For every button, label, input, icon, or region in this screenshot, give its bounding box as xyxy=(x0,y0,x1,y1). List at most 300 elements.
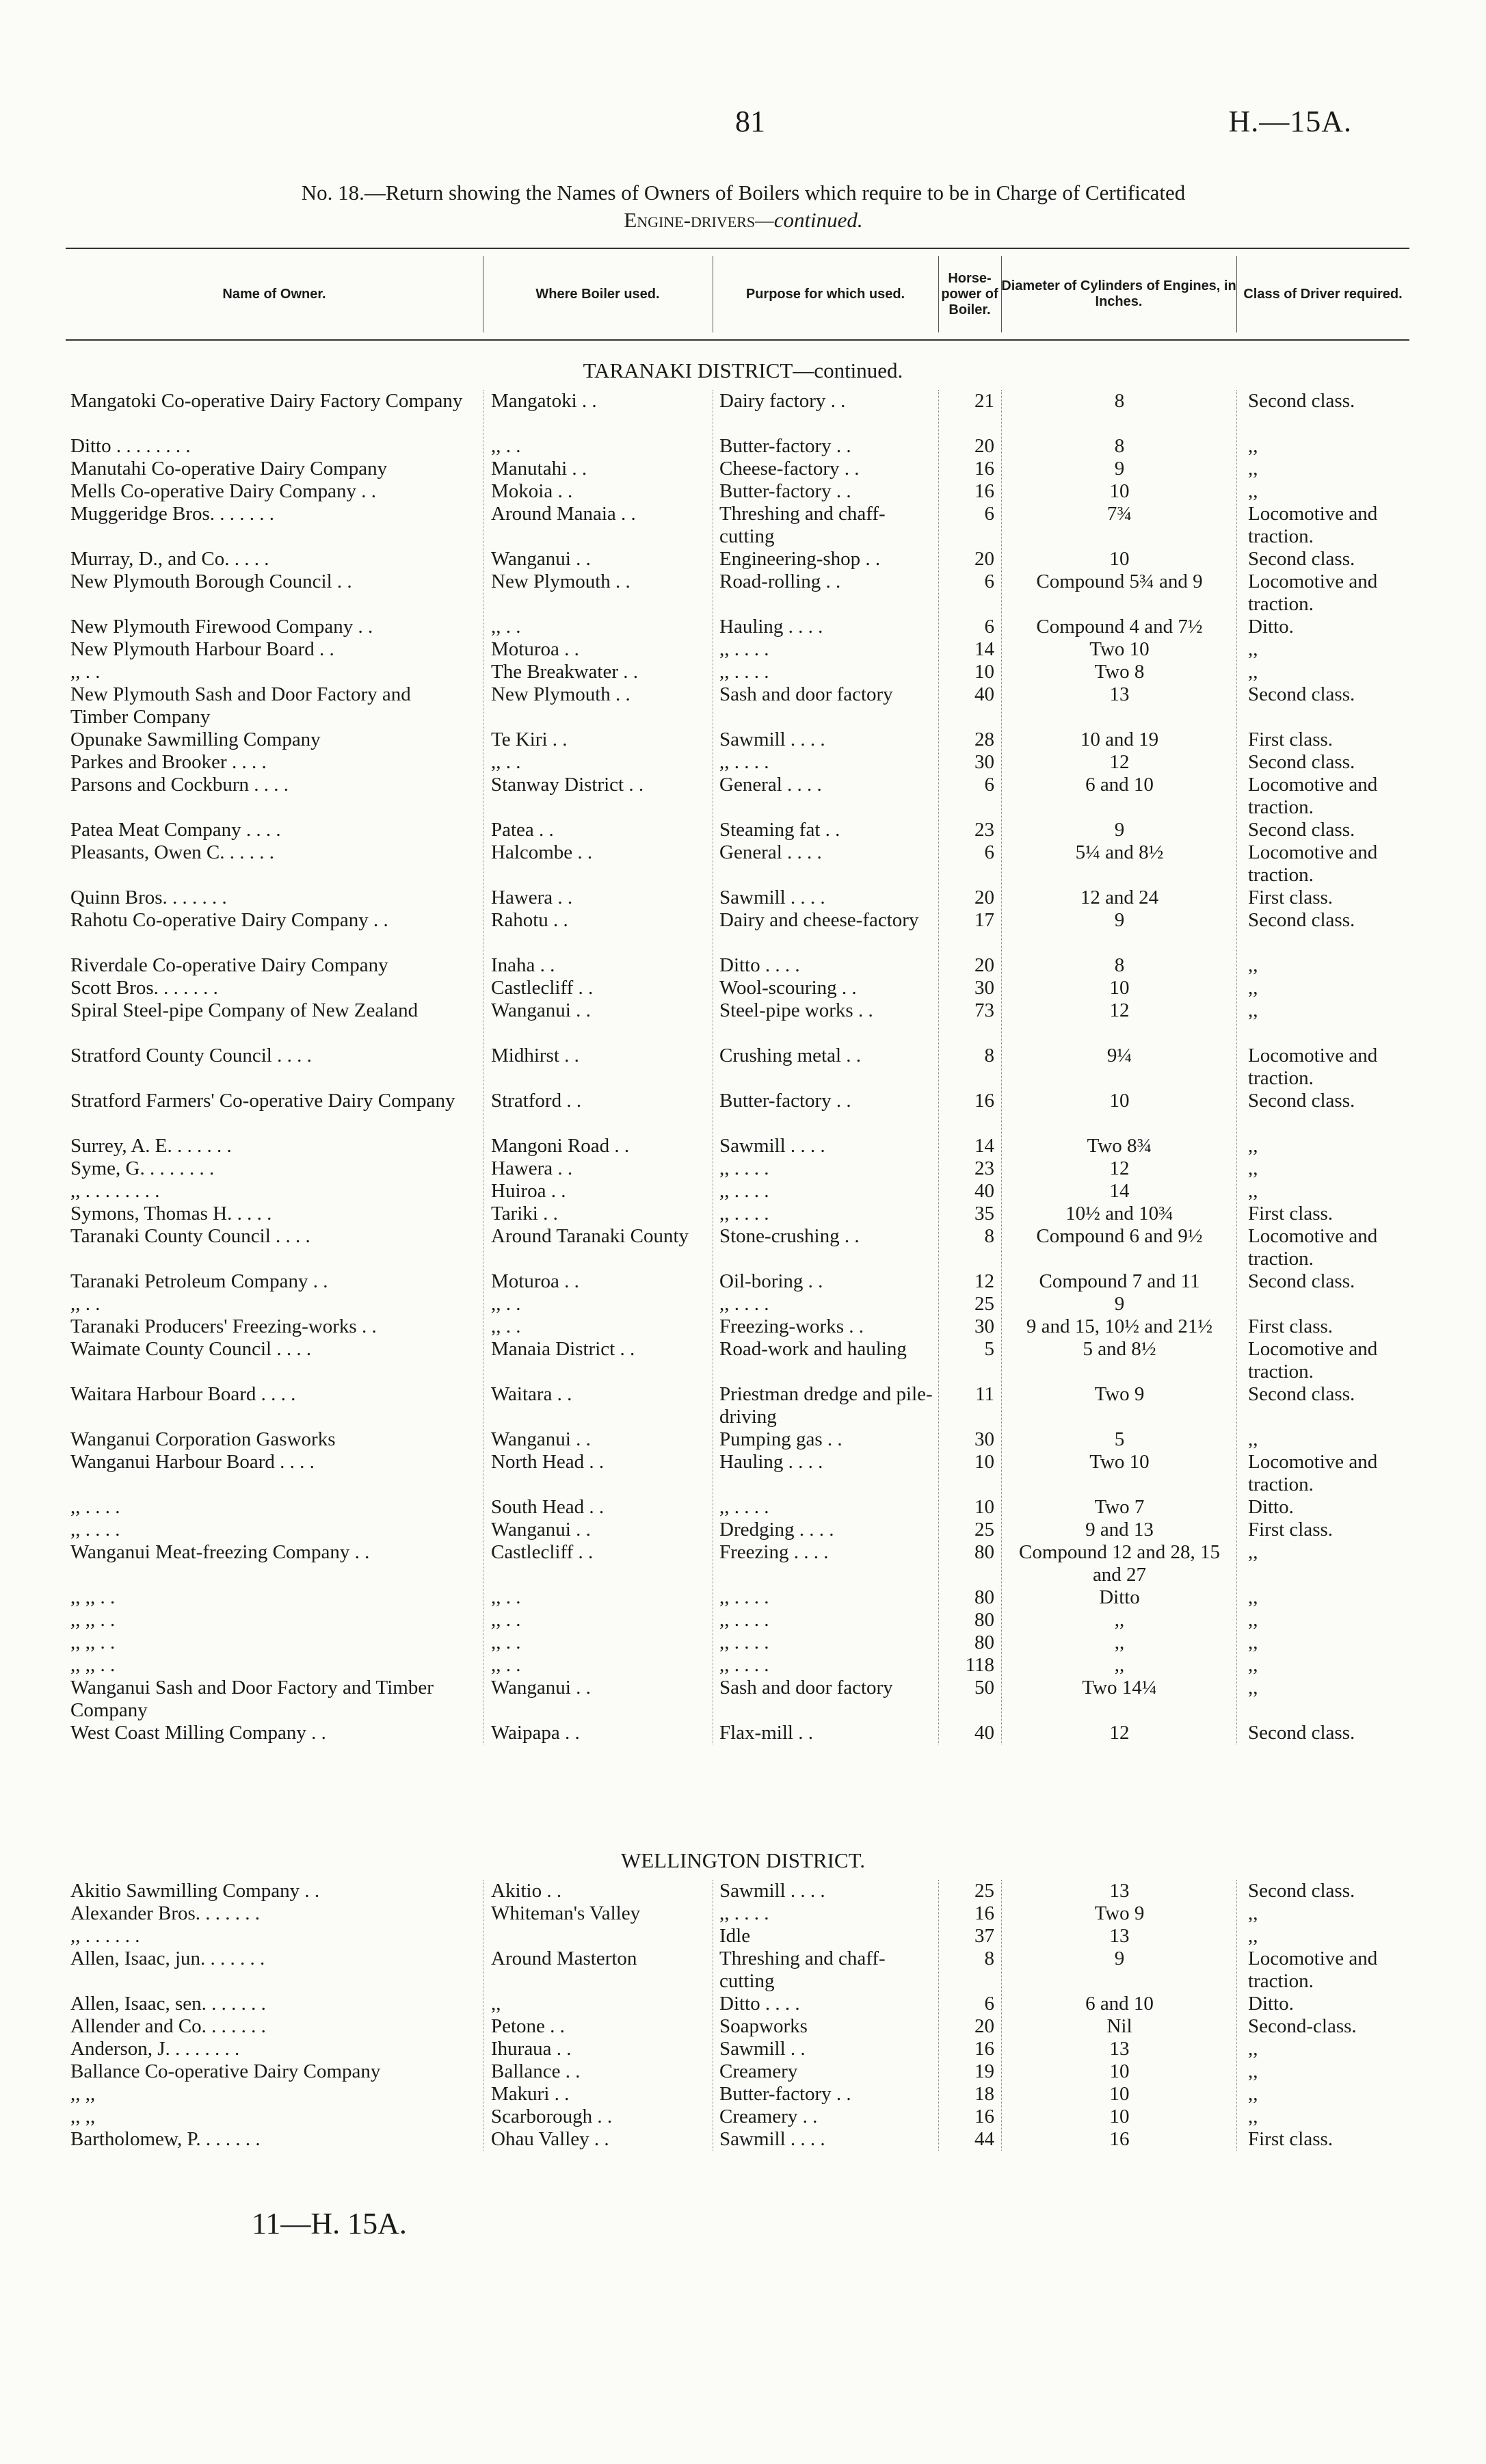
table-row xyxy=(0,2060,1486,2083)
cylinders-cell: 13 xyxy=(1109,2038,1130,2060)
class-cell: ,, xyxy=(1248,1541,1258,1563)
purpose-cell: Ditto . . . . xyxy=(719,954,800,976)
owner-cell: Taranaki County Council . . . . xyxy=(70,1225,310,1247)
class-cell: Second-class. xyxy=(1248,2015,1357,2037)
table-row xyxy=(0,819,1486,841)
horsepower-cell: 23 xyxy=(974,819,994,841)
column-divider xyxy=(938,1880,939,2151)
table-row xyxy=(0,1586,1486,1609)
table-row xyxy=(0,1045,1486,1090)
where-cell: Castlecliff . . xyxy=(491,1541,594,1563)
cylinders-cell: 9 xyxy=(1114,458,1125,480)
class-cell: Ditto. xyxy=(1248,1993,1294,2015)
horsepower-cell: 6 xyxy=(984,616,994,638)
table-row xyxy=(0,1315,1486,1338)
purpose-cell: Sawmill . . . . xyxy=(719,887,825,908)
table-row xyxy=(0,1383,1486,1428)
class-cell: Second class. xyxy=(1248,1090,1355,1112)
cylinders-cell: Compound 12 and 28, 15 and 27 xyxy=(1018,1541,1221,1586)
cylinders-cell: 6 and 10 xyxy=(1085,1993,1154,2015)
where-cell: Tariki . . xyxy=(491,1203,558,1224)
cylinders-cell: 6 and 10 xyxy=(1085,774,1154,796)
horsepower-cell: 20 xyxy=(974,887,994,908)
cylinders-cell: 9¼ xyxy=(1106,1045,1132,1066)
owner-cell: Mells Co-operative Dairy Company . . xyxy=(70,480,376,502)
horsepower-cell: 37 xyxy=(974,1925,994,1947)
table-row xyxy=(0,999,1486,1045)
cylinders-cell: 10 xyxy=(1109,1090,1130,1112)
cylinders-cell: 8 xyxy=(1114,954,1125,976)
table-row xyxy=(0,1496,1486,1519)
owner-cell: Taranaki Petroleum Company . . xyxy=(70,1270,328,1292)
where-cell: ,, xyxy=(491,1993,501,2015)
header-where: Where Boiler used. xyxy=(535,286,660,302)
where-cell: New Plymouth . . xyxy=(491,571,631,592)
column-divider xyxy=(1001,1880,1002,2151)
owner-cell: Wanganui Sash and Door Factory and Timber Company xyxy=(70,1677,434,1721)
horsepower-cell: 80 xyxy=(974,1541,994,1563)
horsepower-cell: 80 xyxy=(974,1609,994,1631)
owner-cell: Wanganui Meat-freezing Company . . xyxy=(70,1541,370,1563)
owner-cell: Waimate County Council . . . . xyxy=(70,1338,312,1360)
class-cell: ,, xyxy=(1248,1654,1258,1676)
purpose-cell: Butter-factory . . xyxy=(719,2083,851,2105)
cylinders-cell: Two 9 xyxy=(1094,1902,1145,1924)
cylinders-cell: 12 xyxy=(1109,1157,1130,1179)
page-number: 81 xyxy=(735,105,765,138)
where-cell: Wanganui . . xyxy=(491,999,591,1021)
owner-cell: New Plymouth Harbour Board . . xyxy=(70,638,334,660)
purpose-cell: Priestman dredge and pile-driving xyxy=(719,1383,933,1428)
owner-cell: Murray, D., and Co. . . . . xyxy=(70,548,269,570)
taranaki-table xyxy=(0,390,1486,1744)
where-cell: Mangatoki . . xyxy=(491,390,597,412)
table-row xyxy=(0,1677,1486,1722)
purpose-cell: Freezing-works . . xyxy=(719,1315,864,1337)
where-cell: Manaia District . . xyxy=(491,1338,635,1360)
class-cell: ,, xyxy=(1248,2083,1258,2105)
horsepower-cell: 21 xyxy=(974,390,994,412)
cylinders-cell: 10 xyxy=(1109,548,1130,570)
owner-cell: ,, ,, xyxy=(70,2106,96,2127)
horsepower-cell: 30 xyxy=(974,751,994,773)
owner-cell: Surrey, A. E. . . . . . . xyxy=(70,1135,232,1157)
where-cell: ,, . . xyxy=(491,751,521,773)
where-cell: Around Taranaki County xyxy=(491,1225,689,1247)
where-cell: Waipapa . . xyxy=(491,1722,580,1744)
class-cell: First class. xyxy=(1248,1315,1334,1337)
title-line-2-main: Engine-drivers xyxy=(624,208,756,232)
table-row xyxy=(0,503,1486,548)
purpose-cell: Ditto . . . . xyxy=(719,1993,800,2015)
title-line-2 xyxy=(88,207,1399,234)
table-row xyxy=(0,2083,1486,2106)
where-cell: Stanway District . . xyxy=(491,774,644,796)
where-cell: Mangoni Road . . xyxy=(491,1135,630,1157)
owner-cell: ,, . . . . . . . . xyxy=(70,1180,160,1202)
class-cell: Locomotive and traction. xyxy=(1248,1225,1378,1270)
horsepower-cell: 5 xyxy=(984,1338,994,1360)
owner-cell: Syme, G. . . . . . . . xyxy=(70,1157,215,1179)
owner-cell: Allender and Co. . . . . . . xyxy=(70,2015,266,2037)
table-row xyxy=(0,480,1486,503)
table-row xyxy=(0,548,1486,571)
horsepower-cell: 80 xyxy=(974,1586,994,1608)
class-cell: First class. xyxy=(1248,729,1334,750)
header-cylinders: Diameter of Cylinders of Engines, in Inches. xyxy=(1001,278,1236,309)
class-cell: First class. xyxy=(1248,887,1334,908)
cylinders-cell: 9 and 15, 10½ and 21½ xyxy=(1026,1315,1213,1337)
owner-cell: Muggeridge Bros. . . . . . . xyxy=(70,503,275,525)
horsepower-cell: 73 xyxy=(974,999,994,1021)
class-cell: ,, xyxy=(1248,1586,1258,1608)
class-cell: ,, xyxy=(1248,1428,1258,1450)
owner-cell: Stratford County Council . . . . xyxy=(70,1045,312,1066)
owner-cell: Parsons and Cockburn . . . . xyxy=(70,774,289,796)
owner-cell: ,, . . xyxy=(70,1293,101,1315)
table-row xyxy=(0,1428,1486,1451)
horsepower-cell: 25 xyxy=(974,1293,994,1315)
where-cell: Around Masterton xyxy=(491,1948,637,1969)
horsepower-cell: 50 xyxy=(974,1677,994,1699)
purpose-cell: ,, . . . . xyxy=(719,751,769,773)
cylinders-cell: 16 xyxy=(1109,2128,1130,2150)
purpose-cell: Road-work and hauling xyxy=(719,1338,907,1360)
class-cell: Ditto. xyxy=(1248,1496,1294,1518)
table-row xyxy=(0,751,1486,774)
owner-cell: ,, . . . . . . xyxy=(70,1925,140,1947)
horsepower-cell: 6 xyxy=(984,841,994,863)
header-divider xyxy=(1001,256,1002,332)
table-header xyxy=(66,248,1409,341)
where-cell: ,, . . xyxy=(491,435,521,457)
table-row xyxy=(0,1203,1486,1225)
table-row xyxy=(0,1541,1486,1586)
horsepower-cell: 6 xyxy=(984,1993,994,2015)
purpose-cell: Dairy and cheese-factory xyxy=(719,909,919,931)
table-row xyxy=(0,887,1486,909)
owner-cell: Bartholomew, P. . . . . . . xyxy=(70,2128,261,2150)
purpose-cell: ,, . . . . xyxy=(719,1203,769,1224)
purpose-cell: ,, . . . . xyxy=(719,1609,769,1631)
cylinders-cell: 12 xyxy=(1109,1722,1130,1744)
cylinders-cell: ,, xyxy=(1114,1631,1125,1653)
horsepower-cell: 40 xyxy=(974,1180,994,1202)
class-cell: ,, xyxy=(1248,1609,1258,1631)
purpose-cell: ,, . . . . xyxy=(719,1180,769,1202)
section-title-text: WELLINGTON DISTRICT. xyxy=(620,1848,865,1872)
cylinders-cell: 13 xyxy=(1109,1925,1130,1947)
cylinders-cell: Compound 7 and 11 xyxy=(1039,1270,1200,1292)
owner-cell: ,, . . . . xyxy=(70,1519,120,1541)
header-purpose: Purpose for which used. xyxy=(745,286,905,302)
purpose-cell: ,, . . . . xyxy=(719,1902,769,1924)
header-class: Class of Driver required. xyxy=(1243,286,1403,302)
owner-cell: Ballance Co-operative Dairy Company xyxy=(70,2060,381,2082)
cylinders-cell: 10 and 19 xyxy=(1080,729,1159,750)
section-title-text: TARANAKI DISTRICT—continued. xyxy=(583,358,903,382)
cylinders-cell: 10 xyxy=(1109,2083,1130,2105)
where-cell: The Breakwater . . xyxy=(491,661,638,683)
header-owner: Name of Owner. xyxy=(222,286,326,302)
cylinders-cell: 5¼ and 8½ xyxy=(1075,841,1164,863)
horsepower-cell: 16 xyxy=(974,2038,994,2060)
where-cell: Mokoia . . xyxy=(491,480,573,502)
column-divider xyxy=(938,390,939,1744)
horsepower-cell: 18 xyxy=(974,2083,994,2105)
where-cell: ,, . . xyxy=(491,616,521,638)
where-cell: ,, . . xyxy=(491,1586,521,1608)
purpose-cell: Idle xyxy=(719,1925,751,1947)
class-cell: First class. xyxy=(1248,1519,1334,1541)
cylinders-cell: 9 and 13 xyxy=(1085,1519,1154,1541)
purpose-cell: Sawmill . . xyxy=(719,2038,806,2060)
owner-cell: Manutahi Co-operative Dairy Company xyxy=(70,458,388,480)
cylinders-cell: 10 xyxy=(1109,2060,1130,2082)
table-row xyxy=(0,1338,1486,1383)
owner-cell: Riverdale Co-operative Dairy Company xyxy=(70,954,388,976)
cylinders-cell: 10 xyxy=(1109,2106,1130,2127)
cylinders-cell: 9 xyxy=(1114,1948,1125,1969)
purpose-cell: Flax-mill . . xyxy=(719,1722,813,1744)
owner-cell: Mangatoki Co-operative Dairy Factory Company xyxy=(70,390,463,412)
class-cell: ,, xyxy=(1248,458,1258,480)
table-row xyxy=(0,2038,1486,2060)
horsepower-cell: 17 xyxy=(974,909,994,931)
cylinders-cell: 12 xyxy=(1109,751,1130,773)
owner-cell: ,, ,, xyxy=(70,2083,96,2105)
cylinders-cell: Compound 5¾ and 9 xyxy=(1036,571,1203,592)
purpose-cell: Freezing . . . . xyxy=(719,1541,829,1563)
cylinders-cell: Nil xyxy=(1106,2015,1132,2037)
purpose-cell: Road-rolling . . xyxy=(719,571,841,592)
purpose-cell: Sawmill . . . . xyxy=(719,2128,825,2150)
class-cell: Locomotive and traction. xyxy=(1248,503,1378,547)
table-row xyxy=(0,2128,1486,2151)
purpose-cell: Engineering-shop . . xyxy=(719,548,881,570)
where-cell: Manutahi . . xyxy=(491,458,587,480)
horsepower-cell: 16 xyxy=(974,480,994,502)
horsepower-cell: 30 xyxy=(974,1428,994,1450)
where-cell: Midhirst . . xyxy=(491,1045,579,1066)
class-cell: ,, xyxy=(1248,638,1258,660)
owner-cell: Stratford Farmers' Co-operative Dairy Company xyxy=(70,1090,455,1112)
where-cell: ,, . . xyxy=(491,1654,521,1676)
horsepower-cell: 10 xyxy=(974,1496,994,1518)
purpose-cell: Dairy factory . . xyxy=(719,390,846,412)
horsepower-cell: 30 xyxy=(974,1315,994,1337)
where-cell: Moturoa . . xyxy=(491,1270,579,1292)
cylinders-cell: Two 8 xyxy=(1094,661,1145,683)
horsepower-cell: 12 xyxy=(974,1270,994,1292)
where-cell: Hawera . . xyxy=(491,887,573,908)
where-cell: Around Manaia . . xyxy=(491,503,636,525)
horsepower-cell: 30 xyxy=(974,977,994,999)
where-cell: Ballance . . xyxy=(491,2060,581,2082)
horsepower-cell: 118 xyxy=(965,1654,994,1676)
table-row xyxy=(0,1880,1486,1902)
horsepower-cell: 20 xyxy=(974,2015,994,2037)
owner-cell: Pleasants, Owen C. . . . . . xyxy=(70,841,275,863)
where-cell: ,, . . xyxy=(491,1609,521,1631)
purpose-cell: ,, . . . . xyxy=(719,1654,769,1676)
owner-cell: West Coast Milling Company . . xyxy=(70,1722,326,1744)
purpose-cell: ,, . . . . xyxy=(719,638,769,660)
page-footer: 11—H. 15A. xyxy=(252,2207,407,2240)
owner-cell: Taranaki Producers' Freezing-works . . xyxy=(70,1315,377,1337)
owner-cell: ,, ,, . . xyxy=(70,1631,116,1653)
class-cell: Locomotive and traction. xyxy=(1248,571,1378,615)
table-row xyxy=(0,661,1486,683)
table-row xyxy=(0,1293,1486,1315)
cylinders-cell: Ditto xyxy=(1099,1586,1140,1608)
cylinders-cell: 10 xyxy=(1109,480,1130,502)
header-horsepower: Horse-power of Boiler. xyxy=(941,270,998,317)
cylinders-cell: 12 xyxy=(1109,999,1130,1021)
owner-cell: Wanganui Corporation Gasworks xyxy=(70,1428,336,1450)
purpose-cell: Hauling . . . . xyxy=(719,616,823,638)
table-row xyxy=(0,1654,1486,1677)
wellington-table xyxy=(0,1880,1486,2151)
horsepower-cell: 20 xyxy=(974,954,994,976)
horsepower-cell: 6 xyxy=(984,571,994,592)
cylinders-cell: Two 9 xyxy=(1094,1383,1145,1405)
table-row xyxy=(0,458,1486,480)
purpose-cell: Stone-crushing . . xyxy=(719,1225,860,1247)
purpose-cell: Crushing metal . . xyxy=(719,1045,862,1066)
table-row xyxy=(0,977,1486,999)
class-cell: Second class. xyxy=(1248,1270,1355,1292)
table-row xyxy=(0,638,1486,661)
cylinders-cell: 13 xyxy=(1109,1880,1130,1902)
table-row xyxy=(0,774,1486,819)
owner-cell: Allen, Isaac, jun. . . . . . . xyxy=(70,1948,265,1969)
cylinders-cell: 8 xyxy=(1114,435,1125,457)
column-divider xyxy=(1236,390,1237,1744)
table-row xyxy=(0,1451,1486,1496)
owner-cell: ,, ,, . . xyxy=(70,1654,116,1676)
class-cell: Locomotive and traction. xyxy=(1248,1338,1378,1382)
purpose-cell: General . . . . xyxy=(719,774,822,796)
table-row xyxy=(0,841,1486,887)
class-cell: ,, xyxy=(1248,1180,1258,1202)
purpose-cell: Dredging . . . . xyxy=(719,1519,834,1541)
owner-cell: Opunake Sawmilling Company xyxy=(70,729,321,750)
cylinders-cell: Two 14¼ xyxy=(1082,1677,1157,1699)
class-cell: Second class. xyxy=(1248,909,1355,931)
class-cell: ,, xyxy=(1248,1925,1258,1947)
cylinders-cell: Compound 6 and 9½ xyxy=(1036,1225,1203,1247)
table-row xyxy=(0,1270,1486,1293)
cylinders-cell: 8 xyxy=(1114,390,1125,412)
table-row xyxy=(0,1902,1486,1925)
purpose-cell: ,, . . . . xyxy=(719,1157,769,1179)
horsepower-cell: 8 xyxy=(984,1045,994,1066)
table-row xyxy=(0,1180,1486,1203)
horsepower-cell: 16 xyxy=(974,1090,994,1112)
purpose-cell: Pumping gas . . xyxy=(719,1428,842,1450)
class-cell: ,, xyxy=(1248,1631,1258,1653)
owner-cell: ,, ,, . . xyxy=(70,1609,116,1631)
owner-cell: New Plymouth Borough Council . . xyxy=(70,571,352,592)
table-row xyxy=(0,1225,1486,1270)
table-row xyxy=(0,1631,1486,1654)
class-cell: Locomotive and traction. xyxy=(1248,774,1378,818)
horsepower-cell: 20 xyxy=(974,435,994,457)
cylinders-cell: 14 xyxy=(1109,1180,1130,1202)
purpose-cell: Soapworks xyxy=(719,2015,808,2037)
table-row xyxy=(0,1157,1486,1180)
section-title-taranaki xyxy=(0,358,1486,383)
cylinders-cell: 7¾ xyxy=(1106,503,1132,525)
class-cell: Second class. xyxy=(1248,819,1355,841)
where-cell: Wanganui . . xyxy=(491,1428,591,1450)
cylinders-cell: Two 8¾ xyxy=(1087,1135,1152,1157)
class-cell: ,, xyxy=(1248,977,1258,999)
where-cell: Makuri . . xyxy=(491,2083,570,2105)
horsepower-cell: 8 xyxy=(984,1225,994,1247)
class-cell: ,, xyxy=(1248,2038,1258,2060)
document-reference: H.—15A. xyxy=(1228,105,1352,138)
class-cell: ,, xyxy=(1248,954,1258,976)
purpose-cell: ,, . . . . xyxy=(719,1586,769,1608)
table-row xyxy=(0,1993,1486,2015)
table-row xyxy=(0,571,1486,616)
class-cell: Locomotive and traction. xyxy=(1248,1451,1378,1495)
purpose-cell: Steel-pipe works . . xyxy=(719,999,873,1021)
purpose-cell: Threshing and chaff-cutting xyxy=(719,503,886,547)
horsepower-cell: 14 xyxy=(974,1135,994,1157)
where-cell: Huiroa . . xyxy=(491,1180,566,1202)
where-cell: Waitara . . xyxy=(491,1383,572,1405)
where-cell: South Head . . xyxy=(491,1496,605,1518)
horsepower-cell: 40 xyxy=(974,683,994,705)
where-cell: Wanganui . . xyxy=(491,1677,591,1699)
where-cell: Wanganui . . xyxy=(491,1519,591,1541)
where-cell: Moturoa . . xyxy=(491,638,579,660)
cylinders-cell: 10½ and 10¾ xyxy=(1065,1203,1173,1224)
cylinders-cell: ,, xyxy=(1114,1654,1125,1676)
class-cell: ,, xyxy=(1248,480,1258,502)
section-title-wellington xyxy=(0,1848,1486,1873)
horsepower-cell: 11 xyxy=(975,1383,994,1405)
cylinders-cell: Two 10 xyxy=(1089,1451,1150,1473)
purpose-cell: ,, . . . . xyxy=(719,1293,769,1315)
table-row xyxy=(0,1722,1486,1744)
owner-cell: Patea Meat Company . . . . xyxy=(70,819,281,841)
horsepower-cell: 19 xyxy=(974,2060,994,2082)
purpose-cell: Sawmill . . . . xyxy=(719,1135,825,1157)
owner-cell: Waitara Harbour Board . . . . xyxy=(70,1383,296,1405)
purpose-cell: Wool-scouring . . xyxy=(719,977,857,999)
column-divider xyxy=(1001,390,1002,1744)
class-cell: Second class. xyxy=(1248,1383,1355,1405)
owner-cell: Anderson, J. . . . . . . . xyxy=(70,2038,240,2060)
horsepower-cell: 16 xyxy=(974,458,994,480)
table-row xyxy=(0,1925,1486,1948)
horsepower-cell: 6 xyxy=(984,774,994,796)
where-cell: Te Kiri . . xyxy=(491,729,568,750)
table-row xyxy=(0,1948,1486,1993)
class-cell: Second class. xyxy=(1248,390,1355,412)
class-cell: Second class. xyxy=(1248,548,1355,570)
class-cell: Second class. xyxy=(1248,683,1355,705)
class-cell: Second class. xyxy=(1248,1722,1355,1744)
where-cell: Castlecliff . . xyxy=(491,977,594,999)
horsepower-cell: 16 xyxy=(974,1902,994,1924)
where-cell: Akitio . . xyxy=(491,1880,562,1902)
where-cell: New Plymouth . . xyxy=(491,683,631,705)
